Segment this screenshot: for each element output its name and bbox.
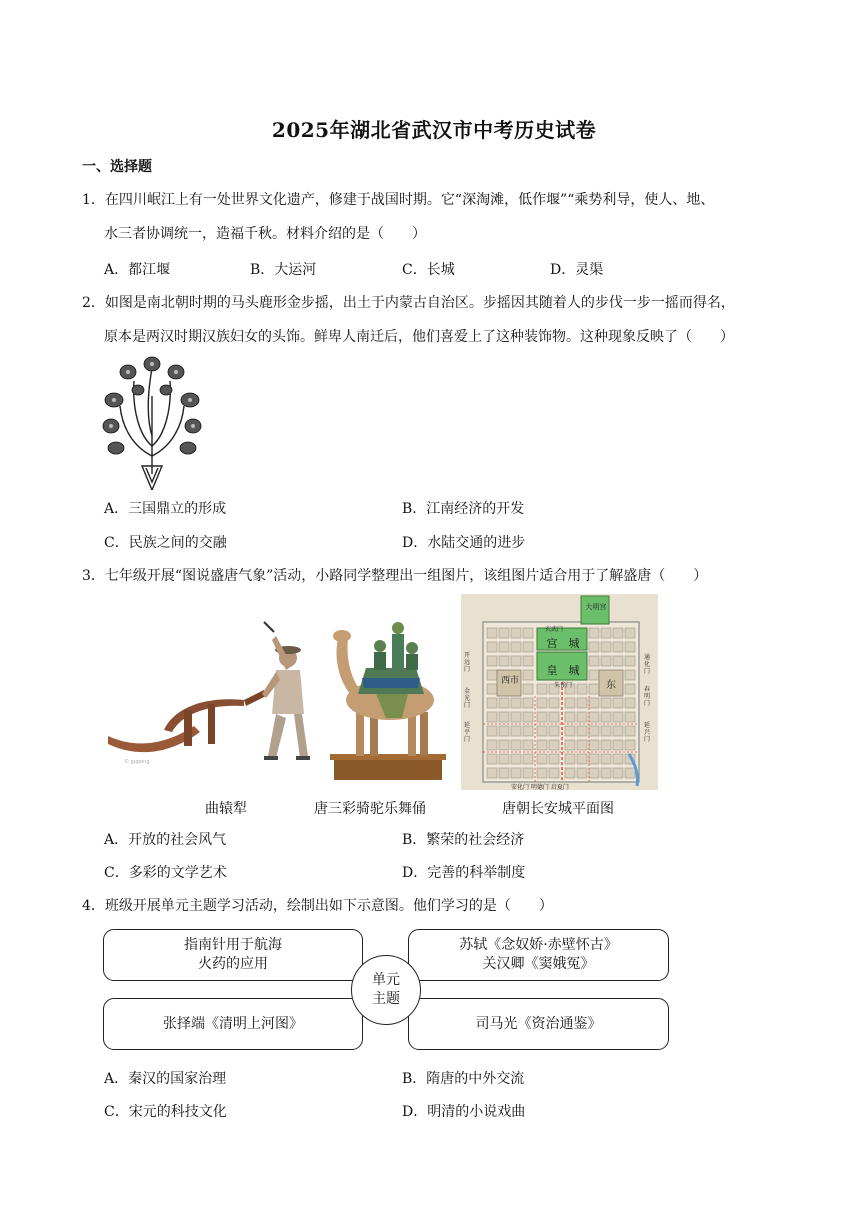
diagram-box-literature-line-2: 关汉卿《窦娥冤》 bbox=[482, 956, 595, 972]
map-gate-top-label: 玄武门 bbox=[545, 626, 564, 633]
q4-option-a[interactable]: A．秦汉的国家治理 bbox=[104, 1071, 227, 1087]
q1-option-b[interactable]: B．大运河 bbox=[250, 262, 317, 278]
q2-option-b[interactable]: B．江南经济的开发 bbox=[402, 501, 525, 517]
svg-text:© gugong: © gugong bbox=[124, 759, 150, 765]
question-2-line-1: 2．如图是南北朝时期的马头鹿形金步摇，出土于内蒙古自治区。步摇因其随着人的步伐一步一摇而得名， bbox=[82, 295, 735, 311]
diagram-box-history-text: 司马光《资治通鉴》 bbox=[475, 1015, 602, 1032]
map-gate-right-2: 春明门 bbox=[644, 686, 651, 707]
buyao-ornament-image bbox=[102, 356, 202, 490]
map-daming-palace-label: 大明宫 bbox=[585, 603, 607, 611]
diagram-center-line-2: 主题 bbox=[372, 991, 400, 1007]
diagram-center-line-1: 单元 bbox=[372, 972, 400, 988]
map-zhuque-gate-label: 朱雀门 bbox=[553, 682, 572, 689]
map-gate-right-3: 延兴门 bbox=[644, 722, 651, 743]
map-gate-right-1: 通化门 bbox=[644, 654, 651, 675]
tang-sancai-camel-image bbox=[316, 598, 458, 784]
map-gate-left-2: 金光门 bbox=[464, 688, 471, 709]
q4-option-c[interactable]: C．宋元的科技文化 bbox=[104, 1104, 227, 1120]
page-title: 2025年湖北省武汉市中考历史试卷 bbox=[271, 118, 597, 142]
q3-option-d[interactable]: D．完善的科举制度 bbox=[402, 865, 526, 881]
diagram-box-painting-text: 张择端《清明上河图》 bbox=[163, 1015, 303, 1032]
q1-option-d[interactable]: D．灵渠 bbox=[550, 262, 604, 278]
q3-option-b[interactable]: B．繁荣的社会经济 bbox=[402, 832, 525, 848]
caption-changan-map: 唐朝长安城平面图 bbox=[502, 801, 614, 817]
diagram-box-literature bbox=[408, 929, 669, 981]
caption-curved-plow: 曲辕犁 bbox=[205, 801, 247, 817]
diagram-box-science bbox=[103, 929, 363, 981]
q2-option-d[interactable]: D．水陆交通的进步 bbox=[402, 535, 526, 551]
question-2-line-2: 原本是两汉时期汉族妇女的头饰。鲜卑人南迁后，他们喜爱上了这种装饰物。这种现象反映了（ ） bbox=[104, 329, 734, 345]
question-3-line-1: 3．七年级开展“图说盛唐气象”活动，小路同学整理出一组图片，该组图片适合用于了解盛唐（ ） bbox=[82, 568, 708, 584]
diagram-box-literature-line-1: 苏轼《念奴娇·赤壁怀古》 bbox=[459, 937, 618, 953]
q2-option-a[interactable]: A．三国鼎立的形成 bbox=[104, 501, 227, 517]
q4-option-d[interactable]: D．明清的小说戏曲 bbox=[402, 1104, 526, 1120]
curved-plow-image bbox=[104, 618, 312, 768]
map-imperial-city-label: 皇 城 bbox=[546, 664, 580, 677]
section-heading: 一、选择题 bbox=[82, 159, 152, 175]
map-west-market-label: 西市 bbox=[501, 676, 520, 686]
diagram-box-history bbox=[408, 998, 669, 1050]
question-1-line-1: 1．在四川岷江上有一处世界文化遗产，修建于战国时期。它“深淘滩，低作堰”“乘势利导，使人、地、 bbox=[82, 192, 715, 208]
q2-option-c[interactable]: C．民族之间的交融 bbox=[104, 535, 227, 551]
map-gate-left-1: 开远门 bbox=[464, 652, 471, 673]
diagram-box-painting bbox=[103, 998, 363, 1050]
map-palace-label: 宫 城 bbox=[546, 637, 580, 650]
question-4-line-1: 4．班级开展单元主题学习活动，绘制出如下示意图。他们学习的是（ ） bbox=[82, 898, 553, 914]
changan-city-map bbox=[461, 594, 658, 790]
question-1-line-2: 水三者协调统一，造福千秋。材料介绍的是（ ） bbox=[104, 226, 426, 242]
map-gate-bottom-label: 安化门 明德门 启夏门 bbox=[511, 784, 569, 790]
q1-option-a[interactable]: A．都江堰 bbox=[104, 262, 171, 278]
map-gate-left-3: 延平门 bbox=[464, 722, 471, 743]
diagram-center-circle bbox=[351, 955, 421, 1025]
map-east-market-label: 东 bbox=[606, 680, 616, 691]
diagram-box-science-line-1: 指南针用于航海 bbox=[184, 937, 282, 953]
q3-option-a[interactable]: A．开放的社会风气 bbox=[104, 832, 227, 848]
caption-camel-figurine: 唐三彩骑驼乐舞俑 bbox=[314, 801, 426, 817]
q1-option-c[interactable]: C．长城 bbox=[402, 262, 455, 278]
q4-option-b[interactable]: B．隋唐的中外交流 bbox=[402, 1071, 525, 1087]
q3-option-c[interactable]: C．多彩的文学艺术 bbox=[104, 865, 227, 881]
diagram-box-science-line-2: 火药的应用 bbox=[198, 956, 268, 972]
